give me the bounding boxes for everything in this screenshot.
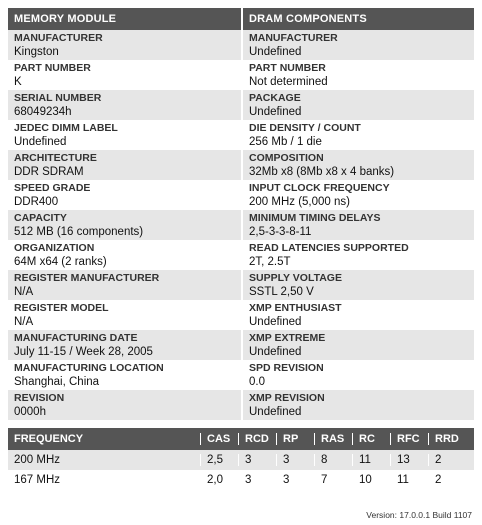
timings-cell: 11: [390, 474, 428, 486]
dram-row: [243, 330, 474, 360]
mm-row-value: Kingston: [14, 46, 59, 58]
dram-row-label: MANUFACTURER: [249, 32, 338, 44]
dram-row-value: SSTL 2,50 V: [249, 286, 314, 298]
spd-report: [8, 8, 474, 490]
timings-cell: 2,0: [200, 474, 238, 486]
dram-row-value: 2T, 2.5T: [249, 256, 291, 268]
mm-row-value: July 11-15 / Week 28, 2005: [14, 346, 153, 358]
mm-row-value: DDR400: [14, 196, 59, 208]
timings-header-cell: CAS: [200, 433, 238, 445]
mm-row-label: SPEED GRADE: [14, 182, 91, 194]
timings-cell: 2,5: [200, 454, 238, 466]
dram-row: [243, 300, 474, 330]
dram-row-value: 200 MHz (5,000 ns): [249, 196, 350, 208]
memory-module-rows: [8, 30, 241, 420]
dram-row-value: 2,5-3-3-8-11: [249, 226, 312, 238]
timings-header-cell: FREQUENCY: [14, 433, 84, 445]
timings-cell: 7: [314, 474, 352, 486]
mm-row: [8, 120, 241, 150]
dram-row: [243, 240, 474, 270]
dram-row-label: SPD REVISION: [249, 362, 324, 374]
mm-row: [8, 180, 241, 210]
timings-cell: 13: [390, 454, 428, 466]
mm-row: [8, 270, 241, 300]
mm-row-label: REGISTER MODEL: [14, 302, 109, 314]
timings-cell: 3: [276, 474, 314, 486]
dram-row-label: COMPOSITION: [249, 152, 324, 164]
mm-row: [8, 90, 241, 120]
mm-row-label: ARCHITECTURE: [14, 152, 97, 164]
timings-table: [8, 428, 474, 490]
mm-row: [8, 300, 241, 330]
dram-row-label: XMP REVISION: [249, 392, 325, 404]
mm-row-label: REGISTER MANUFACTURER: [14, 272, 160, 284]
dram-row-value: Undefined: [249, 406, 302, 418]
mm-row-value: N/A: [14, 286, 34, 298]
timings-row: [8, 450, 474, 470]
mm-row: [8, 360, 241, 390]
dram-row: [243, 180, 474, 210]
version-label: Version: 17.0.0.1 Build 1107: [366, 510, 472, 520]
timings-cell: 11: [352, 454, 390, 466]
mm-row-value: DDR SDRAM: [14, 166, 84, 178]
dram-row-value: 0.0: [249, 376, 265, 388]
mm-row-value: K: [14, 76, 22, 88]
mm-row-label: ORGANIZATION: [14, 242, 95, 254]
dram-row-value: 256 Mb / 1 die: [249, 136, 322, 148]
mm-row-label: MANUFACTURER: [14, 32, 103, 44]
dram-row-value: 32Mb x8 (8Mb x8 x 4 banks): [249, 166, 395, 178]
mm-row-label: SERIAL NUMBER: [14, 92, 102, 104]
timings-cell: 2: [428, 454, 474, 466]
mm-row: [8, 150, 241, 180]
timings-cell: 3: [238, 454, 276, 466]
memory-module-section: [8, 8, 241, 420]
dram-row-value: Undefined: [249, 316, 302, 328]
timings-header-cell: RP: [276, 433, 314, 445]
dram-row: [243, 270, 474, 300]
dram-row-label: INPUT CLOCK FREQUENCY: [249, 182, 390, 194]
dram-row-label: SUPPLY VOLTAGE: [249, 272, 342, 284]
dram-row: [243, 390, 474, 420]
mm-row-value: 0000h: [14, 406, 46, 418]
dram-row: [243, 30, 474, 60]
memory-module-header: MEMORY MODULE: [8, 8, 241, 30]
timings-cell: 3: [276, 454, 314, 466]
dram-row: [243, 210, 474, 240]
dram-components-header: DRAM COMPONENTS: [243, 8, 474, 30]
timings-cell: 3: [238, 474, 276, 486]
timings-cell: 2: [428, 474, 474, 486]
timings-header-cell: RRD: [428, 433, 474, 445]
mm-row-value: 512 MB (16 components): [14, 226, 144, 238]
dram-row-label: MINIMUM TIMING DELAYS: [249, 212, 381, 224]
dram-row-label: XMP EXTREME: [249, 332, 326, 344]
mm-row: [8, 210, 241, 240]
dram-row-label: XMP ENTHUSIAST: [249, 302, 342, 314]
dram-row-label: READ LATENCIES SUPPORTED: [249, 242, 409, 254]
dram-row-value: Undefined: [249, 106, 302, 118]
mm-row-label: PART NUMBER: [14, 62, 91, 74]
mm-row-label: MANUFACTURING DATE: [14, 332, 138, 344]
dram-row-label: DIE DENSITY / COUNT: [249, 122, 361, 134]
mm-row-label: REVISION: [14, 392, 65, 404]
mm-row: [8, 240, 241, 270]
mm-row-label: CAPACITY: [14, 212, 67, 224]
dram-row-value: Undefined: [249, 46, 302, 58]
timings-cell: 167 MHz: [14, 474, 61, 486]
timings-header-cell: RCD: [238, 433, 276, 445]
mm-row: [8, 330, 241, 360]
dram-row: [243, 150, 474, 180]
timings-cell: 200 MHz: [14, 454, 61, 466]
timings-header-cell: RFC: [390, 433, 428, 445]
dram-row-value: Not determined: [249, 76, 328, 88]
timings-header-cell: RAS: [314, 433, 352, 445]
dram-row: [243, 120, 474, 150]
dram-row-label: PART NUMBER: [249, 62, 326, 74]
dram-row: [243, 360, 474, 390]
dram-row-value: Undefined: [249, 346, 302, 358]
mm-row-value: Shanghai, China: [14, 376, 100, 388]
dram-row: [243, 90, 474, 120]
mm-row-value: 64M x64 (2 ranks): [14, 256, 107, 268]
mm-row: [8, 60, 241, 90]
timings-cell: 8: [314, 454, 352, 466]
mm-row-label: MANUFACTURING LOCATION: [14, 362, 164, 374]
spd-columns: [8, 8, 474, 420]
timings-cell: 10: [352, 474, 390, 486]
dram-components-rows: [243, 30, 474, 420]
mm-row: [8, 390, 241, 420]
timings-header-cell: RC: [352, 433, 390, 445]
mm-row-value: 68049234h: [14, 106, 72, 118]
dram-row-label: PACKAGE: [249, 92, 301, 104]
dram-components-section: [241, 8, 474, 420]
timings-header-row: [8, 428, 474, 450]
dram-row: [243, 60, 474, 90]
mm-row-value: Undefined: [14, 136, 67, 148]
mm-row-value: N/A: [14, 316, 34, 328]
mm-row-label: JEDEC DIMM LABEL: [14, 122, 118, 134]
mm-row: [8, 30, 241, 60]
timings-row: [8, 470, 474, 490]
